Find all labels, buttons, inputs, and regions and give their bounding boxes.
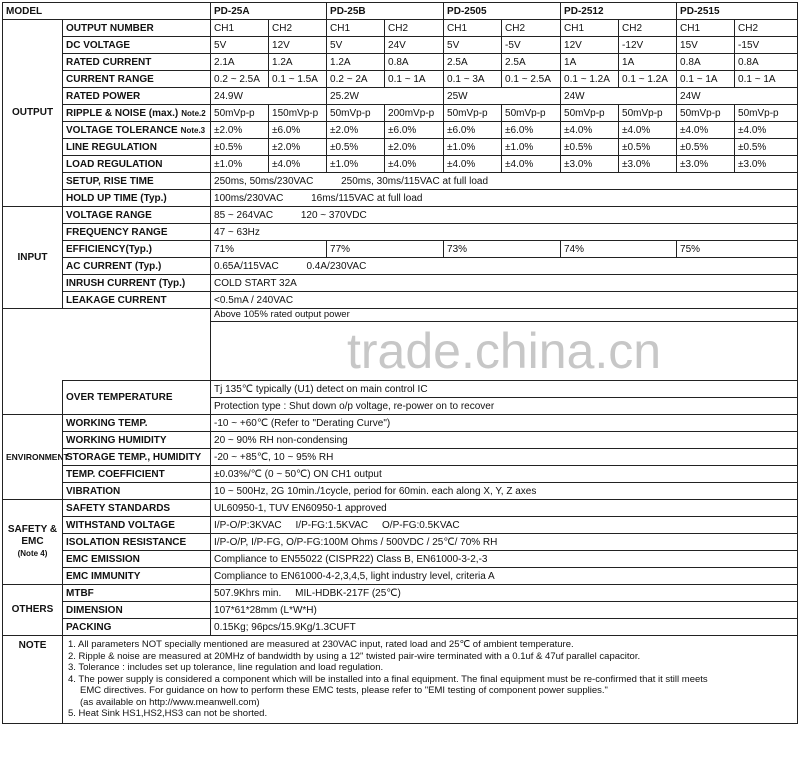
- spec-value: 107*61*28mm (L*W*H): [211, 602, 798, 619]
- spec-row: [3, 432, 798, 449]
- note-line: 5. Heat Sink HS1,HS2,HS3 can not be shorted.: [68, 708, 268, 719]
- note-line: (as available on http://www.meanwell.com): [80, 696, 260, 708]
- spec-row: [3, 207, 798, 224]
- spec-label: RATED POWER: [63, 88, 211, 105]
- spec-cell: 0.1 ~ 3A: [444, 71, 502, 88]
- protection-section-cell: [3, 381, 63, 415]
- section-note: NOTE: [3, 636, 63, 724]
- spec-label: FREQUENCY RANGE: [63, 224, 211, 241]
- section-input: INPUT: [3, 207, 63, 309]
- spec-cell: ±1.0%: [502, 139, 561, 156]
- spec-row: [3, 71, 798, 88]
- spec-cell: ±1.0%: [444, 139, 502, 156]
- spec-cell: 0.1 ~ 2.5A: [502, 71, 561, 88]
- spec-cell: ±0.5%: [561, 139, 619, 156]
- spec-cell: ±4.0%: [677, 122, 735, 139]
- spec-label: EMC IMMUNITY: [63, 568, 211, 585]
- watermark-text: trade.china.cn: [346, 323, 662, 379]
- spec-cell: 0.1 ~ 1.5A: [269, 71, 327, 88]
- spec-cell: 75%: [677, 241, 798, 258]
- spec-row: [3, 37, 798, 54]
- spec-cell: ±3.0%: [735, 156, 798, 173]
- spec-cell: ±6.0%: [444, 122, 502, 139]
- spec-label: [63, 122, 211, 139]
- notes-block: [63, 636, 798, 724]
- spec-row: [3, 381, 798, 398]
- spec-row: [3, 568, 798, 585]
- watermark-cell: [211, 322, 798, 381]
- spec-cell: 2.1A: [211, 54, 269, 71]
- spec-label: STORAGE TEMP., HUMIDITY: [63, 449, 211, 466]
- spec-cell: 0.2 ~ 2.5A: [211, 71, 269, 88]
- spec-cell: ±6.0%: [502, 122, 561, 139]
- spec-value: I/P-O/P, I/P-FG, O/P-FG:100M Ohms / 500VDC / 25℃/ 70% RH: [211, 534, 798, 551]
- spec-row: [3, 602, 798, 619]
- spec-row: [3, 241, 798, 258]
- spec-label: AC CURRENT (Typ.): [63, 258, 211, 275]
- spec-cell: 0.8A: [677, 54, 735, 71]
- spec-cell: CH1: [561, 20, 619, 37]
- spec-cell: 0.1 ~ 1A: [385, 71, 444, 88]
- spec-cell: 12V: [561, 37, 619, 54]
- spec-label: [63, 105, 211, 122]
- spec-label: LEAKAGE CURRENT: [63, 292, 211, 309]
- spec-row: [3, 258, 798, 275]
- spec-cell: ±1.0%: [211, 156, 269, 173]
- spec-cell: ±4.0%: [735, 122, 798, 139]
- section-output: OUTPUT: [3, 20, 63, 207]
- spec-cell: 50mVp-p: [677, 105, 735, 122]
- spec-label: ISOLATION RESISTANCE: [63, 534, 211, 551]
- spec-label-text: VOLTAGE TOLERANCE: [66, 124, 178, 136]
- note-line: 4. The power supply is considered a component which will be installed into a final equipment. The final equipment must be re-confirmed that it still meets: [68, 673, 708, 685]
- model-name: PD-25B: [327, 3, 444, 20]
- spec-cell: 5V: [444, 37, 502, 54]
- spec-cell: 2.5A: [502, 54, 561, 71]
- spec-value: 507.9Khrs min. MIL-HDBK-217F (25℃): [211, 585, 798, 602]
- spec-label: LINE REGULATION: [63, 139, 211, 156]
- note-line: EMC directives. For guidance on how to perform these EMC tests, please refer to "EMI testing of component power supplies.": [80, 685, 608, 696]
- spec-row: [3, 466, 798, 483]
- spec-cell: ±6.0%: [269, 122, 327, 139]
- spec-row: [3, 275, 798, 292]
- spec-cell: 50mVp-p: [561, 105, 619, 122]
- spec-cell: CH1: [327, 20, 385, 37]
- spec-value: 10 ~ 500Hz, 2G 10min./1cycle, period for 60min. each along X, Y, Z axes: [211, 483, 798, 500]
- spec-cell: 0.2 ~ 2A: [327, 71, 385, 88]
- spec-value: Above 105% rated output power: [211, 309, 798, 322]
- spec-label: MTBF: [63, 585, 211, 602]
- spec-cell: 24.9W: [211, 88, 327, 105]
- spec-label: SETUP, RISE TIME: [63, 173, 211, 190]
- spec-row: [3, 54, 798, 71]
- spec-value: 20 ~ 90% RH non-condensing: [211, 432, 798, 449]
- spec-cell: 50mVp-p: [619, 105, 677, 122]
- spec-cell: 0.1 ~ 1A: [735, 71, 798, 88]
- spec-cell: ±2.0%: [211, 122, 269, 139]
- spec-cell: ±4.0%: [619, 122, 677, 139]
- section-note: (Note 4): [17, 549, 48, 558]
- model-name: PD-2512: [561, 3, 677, 20]
- spec-cell: 150mVp-p: [269, 105, 327, 122]
- spec-cell: 74%: [561, 241, 677, 258]
- spec-label: LOAD REGULATION: [63, 156, 211, 173]
- spec-label: SAFETY STANDARDS: [63, 500, 211, 517]
- protection-row: [3, 309, 798, 322]
- spec-label-text: RIPPLE & NOISE (max.): [66, 107, 179, 119]
- spec-row: [3, 139, 798, 156]
- spec-label: WITHSTAND VOLTAGE: [63, 517, 211, 534]
- spec-cell: CH1: [444, 20, 502, 37]
- spec-cell: ±4.0%: [269, 156, 327, 173]
- spec-cell: 50mVp-p: [444, 105, 502, 122]
- spec-value: 250ms, 50ms/230VAC 250ms, 30ms/115VAC at full load: [211, 173, 798, 190]
- spec-row: [3, 534, 798, 551]
- spec-cell: ±3.0%: [619, 156, 677, 173]
- spec-value: 100ms/230VAC 16ms/115VAC at full load: [211, 190, 798, 207]
- spec-cell: 12V: [269, 37, 327, 54]
- spec-cell: ±2.0%: [327, 122, 385, 139]
- spec-row: [3, 156, 798, 173]
- spec-label: EMC EMISSION: [63, 551, 211, 568]
- spec-row: [3, 619, 798, 636]
- spec-label: HOLD UP TIME (Typ.): [63, 190, 211, 207]
- note-line: 2. Ripple & noise are measured at 20MHz of bandwidth by using a 12" twisted pair-wire terminated with a 0.1uf & 47uf parallel capacitor.: [68, 650, 641, 662]
- spec-row: [3, 483, 798, 500]
- spec-cell: 5V: [327, 37, 385, 54]
- spec-cell: ±0.5%: [735, 139, 798, 156]
- spec-cell: ±3.0%: [561, 156, 619, 173]
- spec-cell: 1A: [619, 54, 677, 71]
- section-others: OTHERS: [3, 585, 63, 636]
- spec-table: [2, 2, 798, 724]
- spec-label: DIMENSION: [63, 602, 211, 619]
- spec-cell: 1.2A: [269, 54, 327, 71]
- spec-label: OVER TEMPERATURE: [63, 381, 211, 415]
- spec-row: [3, 585, 798, 602]
- spec-cell: 50mVp-p: [735, 105, 798, 122]
- spec-cell: 0.8A: [735, 54, 798, 71]
- spec-label: CURRENT RANGE: [63, 71, 211, 88]
- spec-label: PACKING: [63, 619, 211, 636]
- spec-value: Protection type : Shut down o/p voltage, re-power on to recover: [211, 398, 798, 415]
- spec-cell: ±6.0%: [385, 122, 444, 139]
- model-label: MODEL: [3, 3, 211, 20]
- spec-cell: 1A: [561, 54, 619, 71]
- spec-row: [3, 415, 798, 432]
- spec-value: 85 ~ 264VAC 120 ~ 370VDC: [211, 207, 798, 224]
- spec-cell: ±2.0%: [269, 139, 327, 156]
- spec-label: OUTPUT NUMBER: [63, 20, 211, 37]
- spec-cell: ±2.0%: [385, 139, 444, 156]
- note-line: 1. All parameters NOT specially mentioned are measured at 230VAC input, rated load and 25℃ of ambient temperature.: [68, 639, 574, 650]
- spec-cell: ±3.0%: [677, 156, 735, 173]
- spec-label: WORKING TEMP.: [63, 415, 211, 432]
- spec-value: Compliance to EN55022 (CISPR22) Class B, EN61000-3-2,-3: [211, 551, 798, 568]
- spec-row: [3, 122, 798, 139]
- spec-cell: 0.1 ~ 1.2A: [619, 71, 677, 88]
- section-title: SAFETY & EMC: [7, 524, 58, 547]
- spec-value: Compliance to EN61000-4-2,3,4,5, light industry level, criteria A: [211, 568, 798, 585]
- spec-value: Tj 135℃ typically (U1) detect on main control IC: [211, 381, 798, 398]
- spec-value: COLD START 32A: [211, 275, 798, 292]
- section-environment: ENVIRONMENT: [3, 415, 63, 500]
- spec-label: INRUSH CURRENT (Typ.): [63, 275, 211, 292]
- spec-cell: 50mVp-p: [211, 105, 269, 122]
- spec-cell: 200mVp-p: [385, 105, 444, 122]
- model-name: PD-25A: [211, 3, 327, 20]
- spec-value: -20 ~ +85℃, 10 ~ 95% RH: [211, 449, 798, 466]
- model-name: PD-2505: [444, 3, 561, 20]
- spec-label: VIBRATION: [63, 483, 211, 500]
- spec-row: [3, 517, 798, 534]
- spec-value: -10 ~ +60℃ (Refer to "Derating Curve"): [211, 415, 798, 432]
- spec-cell: ±0.5%: [619, 139, 677, 156]
- spec-cell: 5V: [211, 37, 269, 54]
- spec-cell: 15V: [677, 37, 735, 54]
- spec-cell: 73%: [444, 241, 561, 258]
- spec-row: [3, 449, 798, 466]
- spec-value: I/P-O/P:3KVAC I/P-FG:1.5KVAC O/P-FG:0.5KVAC: [211, 517, 798, 534]
- section-safety-emc: [3, 500, 63, 585]
- spec-cell: 0.1 ~ 1A: [677, 71, 735, 88]
- spec-cell: 24W: [677, 88, 798, 105]
- spec-cell: 25W: [444, 88, 561, 105]
- model-name: PD-2515: [677, 3, 798, 20]
- spec-cell: ±4.0%: [502, 156, 561, 173]
- spec-cell: 0.8A: [385, 54, 444, 71]
- spec-row: [3, 500, 798, 517]
- spec-cell: 50mVp-p: [502, 105, 561, 122]
- spec-cell: CH1: [677, 20, 735, 37]
- spec-cell: ±0.5%: [211, 139, 269, 156]
- spec-cell: CH2: [385, 20, 444, 37]
- spec-row: [3, 88, 798, 105]
- spec-cell: 24W: [561, 88, 677, 105]
- spec-label: EFFICIENCY(Typ.): [63, 241, 211, 258]
- header-row: [3, 3, 798, 20]
- spec-row: [3, 173, 798, 190]
- spec-row: [3, 190, 798, 207]
- spec-label: WORKING HUMIDITY: [63, 432, 211, 449]
- spec-cell: -12V: [619, 37, 677, 54]
- note-ref: Note.3: [180, 125, 206, 135]
- spec-cell: ±0.5%: [677, 139, 735, 156]
- spec-cell: CH2: [735, 20, 798, 37]
- spec-value: 47 ~ 63Hz: [211, 224, 798, 241]
- spec-value: UL60950-1, TUV EN60950-1 approved: [211, 500, 798, 517]
- spec-cell: 77%: [327, 241, 444, 258]
- spec-cell: CH2: [502, 20, 561, 37]
- spec-value: <0.5mA / 240VAC: [211, 292, 798, 309]
- spec-cell: 50mVp-p: [327, 105, 385, 122]
- spec-cell: 71%: [211, 241, 327, 258]
- spec-cell: 24V: [385, 37, 444, 54]
- spec-row: [3, 292, 798, 309]
- spec-cell: CH1: [211, 20, 269, 37]
- spec-cell: -5V: [502, 37, 561, 54]
- spec-cell: ±4.0%: [385, 156, 444, 173]
- spec-label: RATED CURRENT: [63, 54, 211, 71]
- obscured-area: [3, 309, 211, 381]
- spec-cell: ±4.0%: [561, 122, 619, 139]
- spec-cell: ±0.5%: [327, 139, 385, 156]
- spec-cell: 2.5A: [444, 54, 502, 71]
- note-line: 3. Tolerance : includes set up tolerance, line regulation and load regulation.: [68, 662, 384, 673]
- spec-row: [3, 105, 798, 122]
- spec-cell: ±4.0%: [444, 156, 502, 173]
- spec-cell: 25.2W: [327, 88, 444, 105]
- note-ref: Note.2: [181, 108, 206, 118]
- spec-sheet: [2, 2, 797, 724]
- spec-label: TEMP. COEFFICIENT: [63, 466, 211, 483]
- spec-row: [3, 224, 798, 241]
- spec-cell: 0.1 ~ 1.2A: [561, 71, 619, 88]
- spec-value: ±0.03%/℃ (0 ~ 50℃) ON CH1 output: [211, 466, 798, 483]
- spec-label: DC VOLTAGE: [63, 37, 211, 54]
- spec-cell: 1.2A: [327, 54, 385, 71]
- spec-row: [3, 551, 798, 568]
- spec-value: 0.65A/115VAC 0.4A/230VAC: [211, 258, 798, 275]
- spec-row: [3, 20, 798, 37]
- spec-cell: CH2: [619, 20, 677, 37]
- spec-label: VOLTAGE RANGE: [63, 207, 211, 224]
- spec-cell: -15V: [735, 37, 798, 54]
- spec-cell: ±1.0%: [327, 156, 385, 173]
- spec-value: 0.15Kg; 96pcs/15.9Kg/1.3CUFT: [211, 619, 798, 636]
- spec-cell: CH2: [269, 20, 327, 37]
- note-row: [3, 636, 798, 724]
